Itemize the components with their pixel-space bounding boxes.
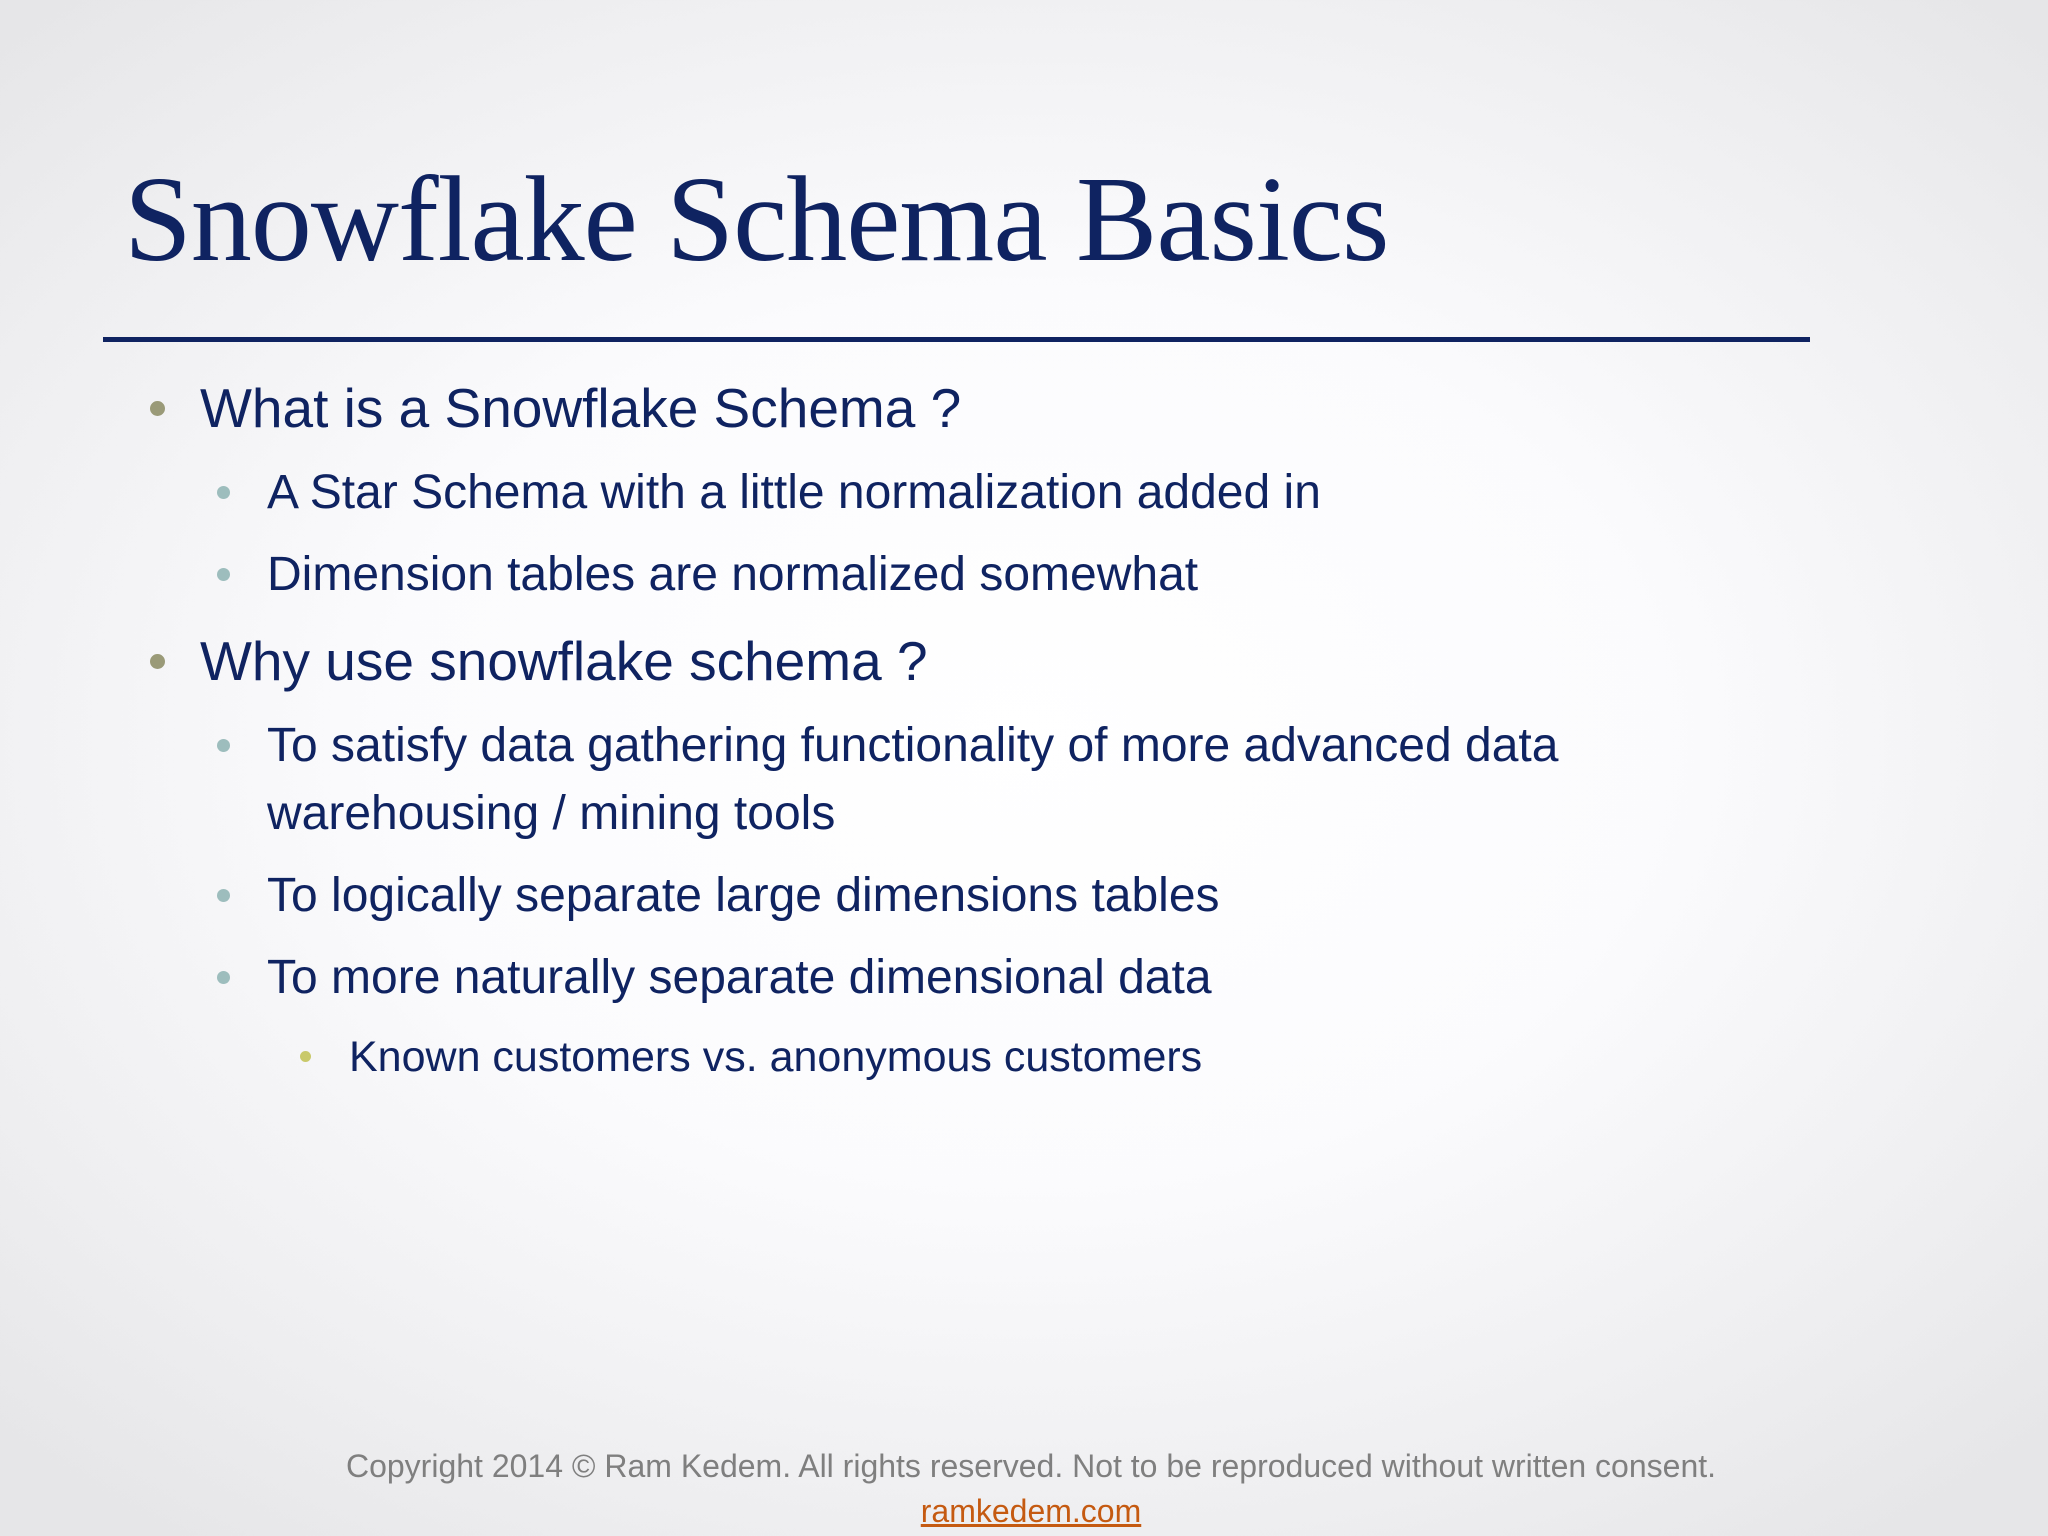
bullet-text: Known customers vs. anonymous customers (349, 1033, 1203, 1081)
slide-title: Snowflake Schema Basics (124, 152, 1389, 287)
bullet-continuation (267, 780, 835, 848)
bullet-text: To satisfy data gathering functionality of more advanced data (267, 719, 1559, 772)
bullet-dot (150, 654, 165, 669)
bullet-item (267, 459, 1321, 527)
bullet-text: A Star Schema with a little normalization added in (267, 466, 1321, 519)
footer-link-container (0, 1489, 2048, 1533)
footer-copyright: Copyright 2014 © Ram Kedem. All rights reserved. Not to be reproduced without written consent. (345, 1448, 1717, 1484)
title-divider (103, 337, 1810, 342)
bullet-dot (217, 486, 230, 499)
footer-website-link[interactable]: ramkedem.com (920, 1493, 1142, 1529)
bullet-item (267, 862, 1220, 930)
bullet-item (267, 541, 1198, 609)
bullet-dot (217, 971, 230, 984)
bullet-dot (217, 739, 230, 752)
bullet-dot (300, 1051, 311, 1062)
bullet-item (349, 1029, 1202, 1085)
bullet-text: warehousing / mining tools (267, 787, 836, 840)
bullet-text: Dimension tables are normalized somewhat (267, 548, 1199, 601)
bullet-text: Why use snowflake schema ? (200, 630, 928, 692)
bullet-dot (217, 889, 230, 902)
bullet-item (200, 628, 928, 694)
bullet-dot (217, 568, 230, 581)
bullet-text: To logically separate large dimensions tables (267, 869, 1220, 922)
bullet-text: What is a Snowflake Schema ? (200, 377, 962, 439)
bullet-dot (150, 401, 165, 416)
bullet-item (200, 375, 961, 441)
bullet-item (267, 712, 1558, 780)
bullet-text: To more naturally separate dimensional data (267, 951, 1212, 1004)
bullet-item (267, 944, 1212, 1012)
